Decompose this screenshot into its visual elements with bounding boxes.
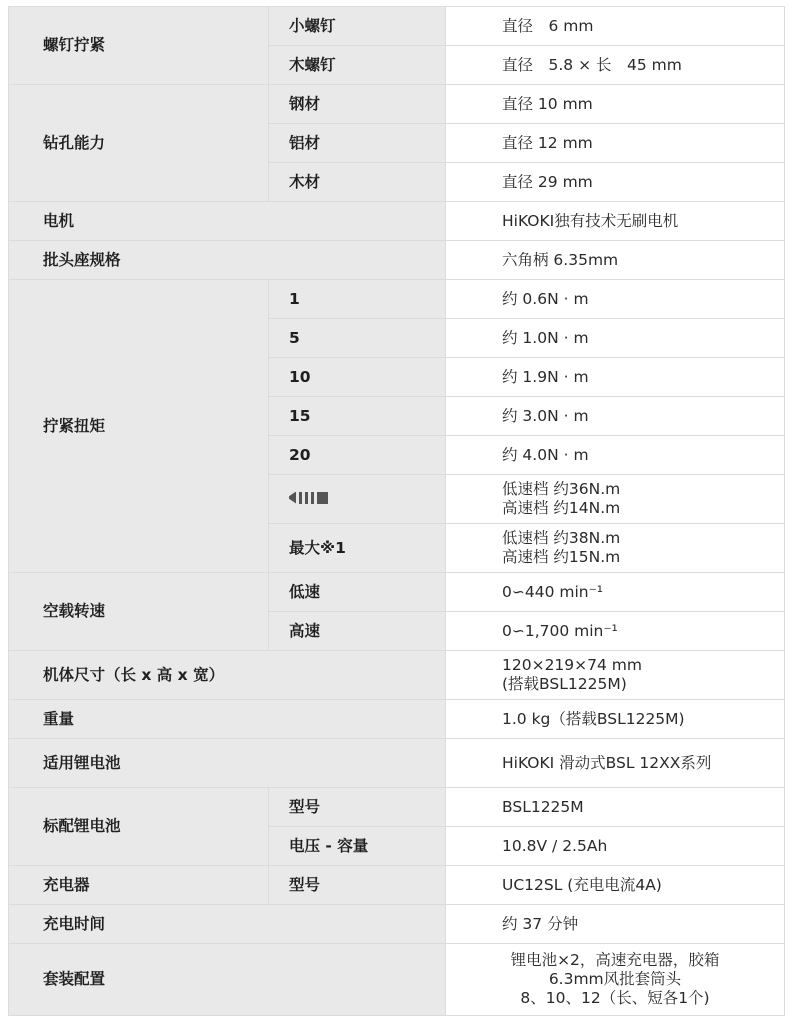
steel-value: 直径 10 mm (446, 85, 785, 124)
wood-label: 木材 (269, 163, 446, 202)
size-note: (搭载BSL1225M) (502, 675, 627, 693)
torque-setting-value: 约 0.6N · m (446, 280, 785, 319)
drill-label: 钻孔能力 (9, 85, 269, 202)
bit-value: 六角柄 6.35mm (446, 241, 785, 280)
small-screw-label: 小螺钉 (269, 7, 446, 46)
alu-label: 铝材 (269, 124, 446, 163)
table-row (9, 866, 785, 905)
table-row (9, 788, 785, 827)
high-speed-label: 高速 (269, 612, 446, 651)
kit-line: 8、10、12（长、短各1个) (520, 989, 710, 1007)
charger-label: 充电器 (9, 866, 269, 905)
battery-std-label: 标配锂电池 (9, 788, 269, 866)
table-row (9, 202, 785, 241)
kit-value (446, 944, 785, 1016)
kit-label: 套装配置 (9, 944, 446, 1016)
torque-label: 拧紧扭矩 (9, 280, 269, 573)
wood-screw-value: 直径 5.8 × 长 45 mm (446, 46, 785, 85)
table-row (9, 241, 785, 280)
torque-setting-label: 1 (269, 280, 446, 319)
drill-mode-value (446, 475, 785, 524)
alu-value: 直径 12 mm (446, 124, 785, 163)
battery-volt-label: 电压 - 容量 (269, 827, 446, 866)
small-screw-value: 直径 6 mm (446, 7, 785, 46)
max-torque-low: 低速档 约38N.m (502, 529, 621, 547)
kit-line: 锂电池×2，高速充电器，胶箱 (510, 951, 720, 969)
wood-value: 直径 29 mm (446, 163, 785, 202)
battery-model-label: 型号 (269, 788, 446, 827)
size-dimensions: 120×219×74 mm (502, 656, 642, 674)
table-row (9, 739, 785, 788)
table-row (9, 944, 785, 1016)
low-speed-label: 低速 (269, 573, 446, 612)
screw-label: 螺钉拧紧 (9, 7, 269, 85)
torque-setting-value: 约 3.0N · m (446, 397, 785, 436)
speed-label: 空载转速 (9, 573, 269, 651)
drill-mode-high: 高速档 约14N.m (502, 499, 621, 517)
battery-model-value: BSL1225M (446, 788, 785, 827)
low-speed-value: 0∽440 min⁻¹ (446, 573, 785, 612)
table-row (9, 573, 785, 612)
table-row (9, 700, 785, 739)
torque-setting-label: 15 (269, 397, 446, 436)
drill-mode-cell (269, 475, 446, 524)
charge-time-label: 充电时间 (9, 905, 446, 944)
charge-time-value: 约 37 分钟 (446, 905, 785, 944)
max-torque-high: 高速档 约15N.m (502, 548, 621, 566)
motor-label: 电机 (9, 202, 446, 241)
torque-setting-value: 约 4.0N · m (446, 436, 785, 475)
battery-compat-value: HiKOKI 滑动式BSL 12XX系列 (446, 739, 785, 788)
battery-volt-value: 10.8V / 2.5Ah (446, 827, 785, 866)
weight-label: 重量 (9, 700, 446, 739)
weight-value: 1.0 kg（搭载BSL1225M) (446, 700, 785, 739)
high-speed-value: 0∽1,700 min⁻¹ (446, 612, 785, 651)
table-row (9, 85, 785, 124)
torque-setting-value: 约 1.0N · m (446, 319, 785, 358)
bit-label: 批头座规格 (9, 241, 446, 280)
torque-setting-value: 约 1.9N · m (446, 358, 785, 397)
drill-mode-icon (289, 492, 328, 504)
spec-table (8, 6, 785, 1016)
torque-setting-label: 5 (269, 319, 446, 358)
kit-line: 6.3mm风批套筒头 (548, 970, 682, 988)
torque-setting-label: 20 (269, 436, 446, 475)
charger-model-label: 型号 (269, 866, 446, 905)
drill-mode-low: 低速档 约36N.m (502, 480, 621, 498)
max-torque-label: 最大※1 (269, 524, 446, 573)
wood-screw-label: 木螺钉 (269, 46, 446, 85)
size-label: 机体尺寸（长 x 高 x 宽） (9, 651, 446, 700)
table-row (9, 280, 785, 319)
motor-value: HiKOKI独有技术无刷电机 (446, 202, 785, 241)
max-torque-value (446, 524, 785, 573)
size-value (446, 651, 785, 700)
table-row (9, 651, 785, 700)
battery-compat-label: 适用锂电池 (9, 739, 446, 788)
torque-setting-label: 10 (269, 358, 446, 397)
table-row (9, 905, 785, 944)
charger-model-value: UC12SL (充电电流4A) (446, 866, 785, 905)
steel-label: 钢材 (269, 85, 446, 124)
table-row (9, 7, 785, 46)
